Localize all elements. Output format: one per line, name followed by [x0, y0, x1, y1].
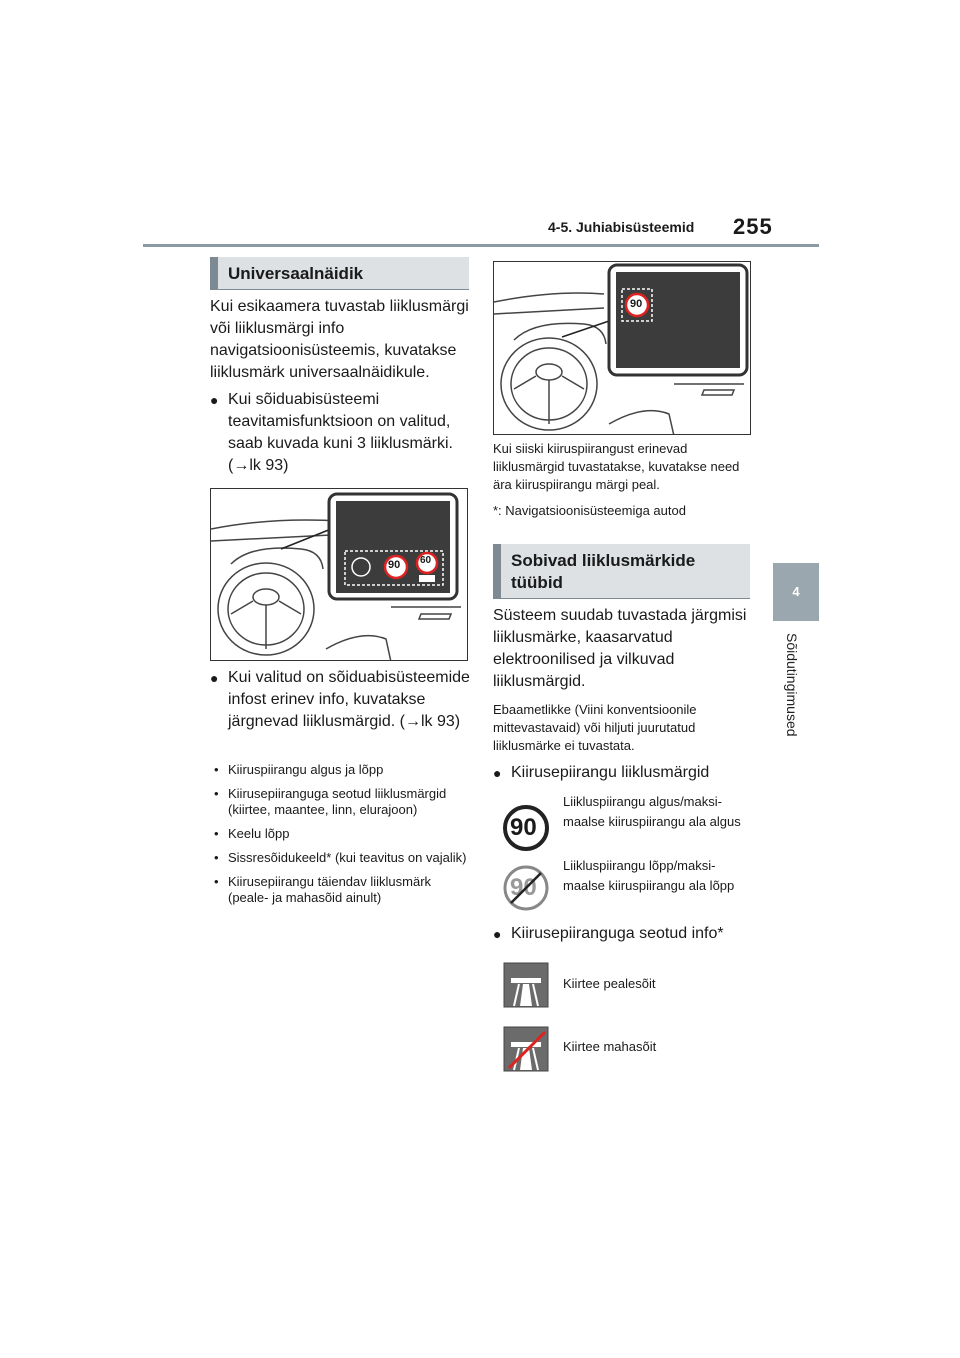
- dashboard-figure-one-sign: [493, 261, 751, 435]
- section-title: 4-5. Juhiabisüsteemid: [548, 219, 695, 235]
- page-number: 255: [733, 214, 773, 239]
- chapter-tab: 4: [773, 563, 819, 621]
- dashboard-illustration: [211, 489, 468, 661]
- bullet-dot-icon: ●: [210, 392, 219, 408]
- bullet-dot-icon: ●: [493, 926, 502, 942]
- list-item: • Kiiruspiirangu algus ja lõpp: [214, 762, 384, 777]
- note-text: Ebaametlikke (Viini konventsioonile mittevastavaid) või hiljuti juurutatud liiklusmärke ei tuvastata.: [493, 702, 697, 753]
- speed-sign-value: 60: [420, 555, 432, 566]
- list-item: • Kiirusepiiranguga seotud liiklusmärgid (kiirtee, maantee, linn, elurajoon): [214, 786, 447, 817]
- bullet-item: [493, 923, 755, 945]
- bullet-item: [210, 667, 472, 733]
- dashboard-illustration: [494, 262, 751, 435]
- bullet-item: [210, 389, 472, 477]
- header-rule: [143, 244, 819, 247]
- bullet-text: Kiirusepiiranguga seotud info*: [511, 925, 724, 942]
- intro-text: Süsteem suudab tuvastada järgmisi liiklusmärke, kaasarvatud elektroonilised ja vilkuvad liiklusmärgid.: [493, 607, 747, 690]
- figure-caption: Kui siiski kiiruspiirangust erinevad liiklusmärgid tuvastatakse, kuvatakse need ära kiiruspiirangu märgi peal.: [493, 441, 740, 492]
- intro-text: Kui esikaamera tuvastab liiklusmärgi või liiklusmärgi info navigatsioonisüsteemis, kuvatakse liiklusmärk universaalnäidikule.: [210, 298, 469, 381]
- bullet-dot-icon: ●: [493, 765, 502, 781]
- speed-sign-value: 90: [388, 559, 401, 571]
- list-item: • Keelu lõpp: [214, 826, 290, 841]
- motorway-exit-icon: [503, 1026, 549, 1072]
- sign-description: Kiirtee mahasõit: [563, 1039, 657, 1054]
- speed-sign-value: 90: [510, 814, 537, 841]
- footnote: *: Navigatsioonisüsteemiga autod: [493, 503, 686, 518]
- sign-description: Liikluspiirangu lõpp/maksi-maalse kiiruspiirangu ala lõpp: [563, 858, 735, 893]
- chapter-tab-label: Sõidutingimused: [784, 633, 800, 737]
- section-heading-universaalnaidik: Universaalnäidik: [210, 257, 469, 290]
- list-item: • Kiirusepiirangu täiendav liiklusmärk (peale- ja mahasõid ainult): [214, 874, 432, 905]
- motorway-entry-icon: [503, 962, 549, 1008]
- section-heading-sobivad: Sobivad liiklusmärkide tüübid: [493, 544, 750, 599]
- bullet-item: [493, 762, 755, 784]
- list-item: • Sissresõidukeeld* (kui teavitus on vajalik): [214, 850, 467, 865]
- speed-limit-sign-icon: [503, 805, 549, 851]
- sign-description: Liikluspiirangu algus/maksi-maalse kiiruspiirangu ala algus: [563, 794, 741, 829]
- bullet-text: Kiirusepiirangu liiklusmärgid: [511, 764, 710, 781]
- speed-sign-value: 90: [630, 298, 643, 310]
- bullet-text: Kui valitud on sõiduabisüsteemide infost erinev info, kuvatakse järgnevad liiklusmärgid. (→lk 93): [228, 669, 470, 730]
- bullet-dot-icon: ●: [210, 670, 219, 686]
- bullet-text: Kui sõiduabisüsteemi teavitamisfunktsioon on valitud, saab kuvada kuni 3 liiklusmärki. (→lk 93): [228, 391, 453, 474]
- dashboard-figure-three-signs: [210, 488, 468, 661]
- small-bullet-list: [214, 762, 472, 914]
- speed-sign-value: 90: [510, 874, 537, 901]
- speed-limit-end-sign-icon: [503, 865, 549, 911]
- sign-description: Kiirtee pealesõit: [563, 976, 656, 991]
